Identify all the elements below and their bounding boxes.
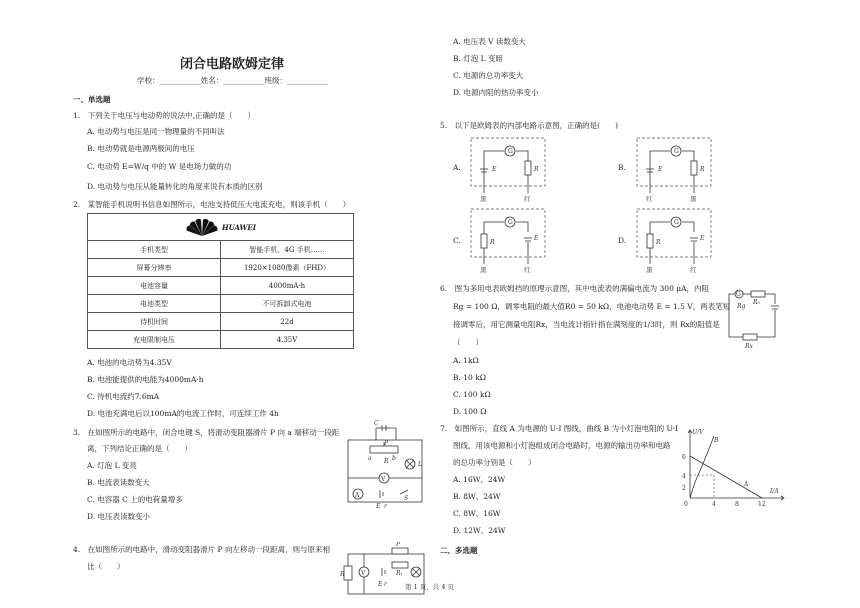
probe-black-label: 黑 — [646, 266, 653, 274]
q7-option-b: B. 8W、24W — [453, 492, 501, 501]
svg-text:C: C — [374, 420, 379, 427]
q7-option-c: C. 8W、16W — [453, 509, 501, 518]
graph-xlabel: I/A — [770, 488, 779, 495]
q6-option-c: C. 100 kΩ — [453, 390, 491, 399]
brand-name: HUAWEI — [221, 222, 257, 232]
svg-text:R₀: R₀ — [753, 299, 760, 306]
q4-option-d: D. 电源内阻的热功率变小 — [453, 88, 539, 97]
q3-circuit-diagram — [340, 420, 432, 510]
q1-option-b: B. 电动势就是电源两极间的电压 — [87, 144, 195, 153]
spec-value: 1920×1080像素（FHD） — [221, 259, 354, 277]
spec-value: 22d — [221, 313, 354, 331]
probe-red-label: 红 — [524, 266, 531, 274]
y-tick: 2 — [682, 485, 686, 492]
q4-option-b: B. 灯泡 L 变暗 — [453, 54, 504, 63]
q5-option-a-label: A. — [453, 163, 461, 172]
svg-text:R: R — [534, 166, 539, 173]
svg-text:P: P — [396, 542, 401, 548]
section-multiple-choice: 二、多选题 — [440, 546, 478, 555]
probe-black-label: 黑 — [480, 266, 487, 274]
q5-circuit-d — [636, 208, 716, 274]
x-tick: 0 — [684, 501, 688, 508]
svg-text:V: V — [381, 476, 386, 483]
svg-text:E: E — [700, 235, 705, 242]
q1-option-a: A. 电动势与电压是同一物理量的不同叫法 — [87, 127, 225, 136]
q3-option-a: A. 灯泡 L 变亮 — [87, 461, 137, 470]
svg-text:G: G — [508, 219, 513, 226]
q5-option-b-label: B. — [618, 163, 626, 172]
svg-text:R: R — [490, 239, 495, 246]
q6-stem-line4: （ ） — [453, 338, 483, 347]
spec-key: 屏幕分辨率 — [88, 259, 221, 277]
q6-option-d: D. 100 Ω — [453, 407, 487, 416]
svg-text:r: r — [384, 581, 387, 588]
svg-text:E: E — [378, 581, 383, 588]
svg-text:b: b — [392, 455, 396, 462]
q4-stem-line2: 比（ ） — [87, 562, 125, 571]
x-tick: 8 — [735, 501, 739, 508]
spec-key: 充电限制电压 — [88, 331, 221, 349]
q1-option-c: C. 电动势 E=W/q 中的 W 是电场力做的功 — [87, 162, 232, 171]
probe-red-label: 红 — [524, 195, 531, 203]
spec-value: 4.35V — [221, 331, 354, 349]
table-row — [88, 259, 354, 277]
svg-text:S: S — [404, 495, 409, 502]
curve-b-label: B — [714, 437, 719, 444]
spec-value: 智能手机、4G 手机…… — [221, 241, 354, 259]
section-single-choice: 一、单选题 — [73, 95, 111, 104]
probe-black-label: 黑 — [690, 195, 697, 203]
q4-option-a: A. 电压表 V 读数变大 — [453, 37, 526, 46]
x-tick: 12 — [758, 501, 766, 508]
q2-option-d: D. 电池充满电后以100mA的电流工作时，可连续工作 4h — [87, 409, 279, 418]
q5-circuit-c — [470, 208, 550, 274]
svg-text:R: R — [700, 166, 705, 173]
svg-text:G: G — [736, 291, 741, 298]
q5-stem: 5. 以下是欧姆表的内部电路示意图，正确的是( ) — [440, 121, 619, 130]
svg-text:E: E — [534, 235, 539, 242]
q6-stem-line2: Rg = 100 Ω，调零电阻的最大值R0 = 50 kΩ，电池电动势 E = 1.5 V，两表笔短 — [453, 302, 731, 311]
table-row — [88, 241, 354, 259]
q5-option-c-label: C. — [453, 236, 461, 245]
q5-circuit-b — [636, 137, 716, 203]
table-row — [88, 277, 354, 295]
svg-text:L: L — [418, 461, 422, 468]
svg-text:a: a — [368, 455, 372, 462]
q7-stem-line1: 7. 如图所示，直线 A 为电源的 U-I 图线，曲线 B 为小灯泡电阻的 U-I — [440, 424, 679, 433]
q2-option-c: C. 待机电流约7.6mA — [87, 392, 160, 401]
spec-value: 4000mA·h — [221, 277, 354, 295]
spec-key: 手机类型 — [88, 241, 221, 259]
svg-text:Rg: Rg — [737, 303, 746, 310]
table-row — [88, 331, 354, 349]
svg-text:R₁: R₁ — [396, 570, 403, 577]
q6-option-a: A. 1kΩ — [453, 356, 479, 365]
q3-stem-line1: 3. 在如图所示的电路中，闭合电键 S，将滑动变阻器滑片 P 向 a 端移动一段距 — [73, 428, 340, 437]
svg-text:G: G — [674, 148, 679, 155]
svg-text:E: E — [492, 166, 497, 173]
q3-stem-line2: 离，下列结论正确的是（ ） — [87, 444, 192, 453]
spec-key: 电池容量 — [88, 277, 221, 295]
q3-option-c: C. 电容器 C 上的电荷量增多 — [87, 495, 183, 504]
graph-ylabel: U/V — [692, 429, 704, 436]
q7-option-a: A. 16W、24W — [453, 475, 506, 484]
y-tick: 6 — [682, 454, 686, 461]
svg-text:P: P — [384, 440, 389, 447]
svg-text:G: G — [508, 148, 513, 155]
q2-option-a: A. 电池的电动势为4.35V — [87, 358, 172, 367]
curve-b-lamp — [690, 436, 714, 498]
svg-text:Rx: Rx — [745, 343, 753, 350]
phone-spec-table — [87, 213, 354, 349]
student-info-line: 学校：___________姓名：___________班级：___________ — [137, 76, 329, 85]
page-footer: 第 1 页，共 4 页 — [405, 583, 455, 591]
page-title: 闭合电路欧姆定律 — [180, 57, 285, 72]
q5-option-d-label: D. — [618, 236, 627, 245]
q4-option-c: C. 电源的总功率变大 — [453, 71, 524, 80]
probe-black-label: 黑 — [480, 195, 487, 203]
table-row — [88, 295, 354, 313]
svg-text:V: V — [361, 570, 366, 577]
svg-text:G: G — [674, 219, 679, 226]
q7-ui-graph — [678, 426, 790, 510]
y-tick: 4 — [682, 473, 686, 480]
q6-circuit-diagram — [723, 280, 785, 352]
probe-red-label: 红 — [646, 195, 653, 203]
svg-text:R: R — [656, 239, 661, 246]
svg-text:R: R — [340, 571, 345, 578]
huawei-logo-icon — [185, 216, 219, 238]
probe-red-label: 红 — [690, 266, 697, 274]
x-tick: 4 — [712, 501, 716, 508]
q3-option-b: B. 电流表读数变大 — [87, 478, 150, 487]
q3-option-d: D. 电压表读数变小 — [87, 512, 151, 521]
q6-stem-line1: 6. 图为多用电表欧姆挡的原理示意图，其中电流表的满偏电流为 300 μA，内阻 — [440, 284, 710, 293]
q6-stem-line3: 接调零后，用它测量电阻Rx，当电流计指针指在满刻度的1/3时，则 Rx的阻值是 — [453, 320, 720, 329]
svg-text:E: E — [658, 166, 663, 173]
q7-stem-line3: 的总功率分别是（ ） — [453, 458, 536, 467]
line-a-source — [690, 456, 762, 498]
spec-key: 电池类型 — [88, 295, 221, 313]
spec-key: 待机时间 — [88, 313, 221, 331]
q5-circuit-a — [470, 137, 550, 203]
svg-text:A: A — [355, 492, 360, 499]
brand-logo-cell — [88, 214, 354, 241]
q2-stem: 2. 某智能手机说明书信息如图所示，电池支持低压大电流充电，则该手机（ ） — [73, 200, 351, 209]
q6-option-b: B. 10 kΩ — [453, 373, 486, 382]
spec-value: 不可拆卸式电池 — [221, 295, 354, 313]
svg-text:R: R — [384, 458, 389, 465]
table-row — [88, 313, 354, 331]
q4-circuit-diagram — [340, 542, 432, 600]
q7-stem-line2: 图线，用该电源和小灯泡组成闭合电路时，电源的输出功率和电路 — [453, 441, 671, 450]
q7-option-d: D. 12W、24W — [453, 526, 506, 535]
line-a-label: A — [744, 481, 749, 488]
q1-option-d: D. 电动势与电压从能量转化的角度来说有本质的区别 — [87, 182, 263, 191]
q4-stem-line1: 4. 在如图所示的电路中，滑动变阻器滑片 P 向左移动一段距离，则与原来相 — [73, 545, 330, 554]
q1-stem: 1. 下列关于电压与电动势的说法中,正确的是（ ） — [73, 111, 256, 120]
svg-text:r: r — [384, 503, 387, 510]
q2-option-b: B. 电池能提供的电能为4000mA·h — [87, 375, 204, 384]
svg-text:E: E — [376, 503, 381, 510]
